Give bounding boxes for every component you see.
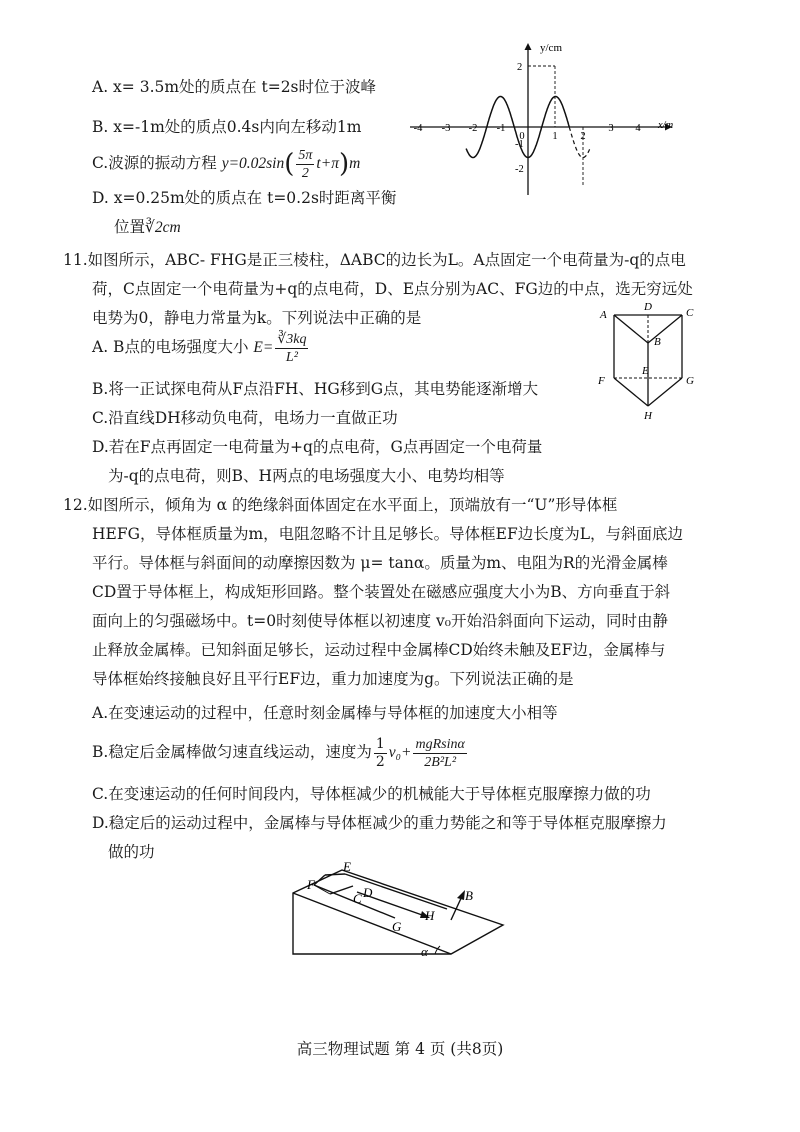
incline-label-h: H bbox=[425, 908, 435, 923]
prism-label-d: D bbox=[644, 301, 652, 313]
x-tick: -1 bbox=[496, 123, 506, 134]
q12-stem-line4: CD置于导体框上，构成矩形回路。整个装置处在磁感应强度大小为B、方向垂直于斜 bbox=[92, 583, 671, 601]
x-tick: 2 bbox=[580, 131, 586, 142]
incline-label-c: C bbox=[353, 891, 362, 906]
q12-option-b: B.稳定后金属棒做匀速直线运动，速度为 $\frac{1}{2}$ v₀+ $\frac{\text{mgRsinα}}{\text{2B²L²}}$ bbox=[92, 735, 465, 770]
q12-option-d-line2: 做的功 bbox=[108, 843, 155, 861]
prism-label-c: C bbox=[686, 307, 694, 319]
prism-label-h: H bbox=[644, 410, 652, 422]
x-axis-label: x/m bbox=[658, 120, 674, 131]
page-footer: 高三物理试题 第 4 页 (共8页) bbox=[296, 1040, 504, 1058]
y-tick: -2 bbox=[515, 164, 524, 175]
x-tick: -3 bbox=[441, 123, 451, 134]
q10-option-c-unit: m bbox=[349, 155, 361, 172]
x-tick: 1 bbox=[552, 131, 558, 142]
prism-label-a: A bbox=[600, 309, 607, 321]
incline-label-b: B bbox=[465, 888, 473, 903]
prism-label-e: E bbox=[642, 365, 649, 377]
x-tick: -2 bbox=[468, 123, 478, 134]
incline-figure bbox=[285, 858, 515, 963]
prism-label-b: B bbox=[654, 336, 661, 348]
q11-option-d-line1: D.若在F点再固定一电荷量为+q的点电荷，G点再固定一个电荷量 bbox=[92, 438, 543, 456]
incline-label-d: D bbox=[363, 885, 373, 900]
q12-stem-line2: HEFG，导体框质量为m，电阻忽略不计且足够长。导体框EF边长度为L，与斜面底边 bbox=[92, 525, 684, 543]
q12-option-c: C.在变速运动的任何时间段内，导体框减少的机械能大于导体框克服摩擦力做的功 bbox=[92, 785, 651, 803]
q12-stem-line1: 12.如图所示，倾角为 α 的绝缘斜面体固定在水平面上，顶端放有一“U”形导体框 bbox=[63, 496, 618, 514]
q11-stem-line1: 11.如图所示，ABC- FHG是正三棱柱，ΔABC的边长为L。A点固定一个电荷量为-q的点电 bbox=[63, 251, 686, 269]
q11-stem-line2: 荷，C点固定一个电荷量为+q的点电荷，D、E点分别为AC、FG边的中点，选无穷远处 bbox=[92, 280, 693, 298]
x-tick: 0 bbox=[519, 131, 525, 142]
y-axis-label: y/cm bbox=[540, 42, 562, 54]
x-tick: 4 bbox=[635, 123, 641, 134]
incline-label-alpha: α bbox=[421, 944, 428, 959]
q12-option-a: A.在变速运动的过程中，任意时刻金属棒与导体框的加速度大小相等 bbox=[92, 704, 558, 722]
q10-option-d-value: ∛2cm bbox=[145, 219, 181, 236]
q10-option-a: A. x= 3.5m处的质点在 t=2s时位于波峰 bbox=[92, 78, 377, 96]
prism-label-f: F bbox=[598, 375, 605, 387]
incline-label-e: E bbox=[343, 859, 351, 874]
q10-option-d-line1: D. x=0.25m处的质点在 t=0.2s时距离平衡 bbox=[92, 189, 397, 207]
y-tick: 2 bbox=[517, 62, 523, 73]
q10-option-d-line2: 位置∛2cm bbox=[114, 218, 181, 236]
q12-option-b-half: $\frac{1}{2}$ bbox=[375, 735, 385, 770]
q11-option-d-line2: 为-q的点电荷，则B、H两点的电场强度大小、电势均相等 bbox=[108, 467, 505, 485]
prism-figure bbox=[590, 295, 710, 425]
q10-option-c-formula: y=0.02sin bbox=[221, 155, 285, 172]
q12-stem-line3: 平行。导体框与斜面间的动摩擦因数为 μ= tanα。质量为m、电阻为R的光滑金属棒 bbox=[92, 554, 668, 572]
q11-option-b: B.将一正试探电荷从F点沿FH、HG移到G点，其电势能逐渐增大 bbox=[92, 380, 539, 398]
q12-option-d-line1: D.稳定后的运动过程中，金属棒与导体框减少的重力势能之和等于导体框克服摩擦力 bbox=[92, 814, 667, 832]
q11-option-a: A. B点的电场强度大小 E= $\frac{∛3kq}{\text{L²}}$ bbox=[92, 331, 307, 365]
q10-option-c-text: C.波源的振动方程 bbox=[92, 154, 217, 172]
q10-option-c-fraction: $\frac{5\pi}{2}$ bbox=[298, 147, 313, 181]
q11-stem-line3: 电势为0，静电力常量为k。下列说法中正确的是 bbox=[92, 309, 422, 327]
q10-option-c: C.波源的振动方程 y=0.02sin( $\frac{5\pi}{2}$ t+π)m bbox=[92, 147, 361, 181]
q11-option-c: C.沿直线DH移动负电荷，电场力一直做正功 bbox=[92, 409, 398, 427]
q12-option-b-fraction: $\frac{\text{mgRsinα}}{\text{2B²L²}}$ bbox=[415, 736, 465, 770]
wave-graph bbox=[400, 35, 690, 205]
q12-stem-line7: 导体框始终接触良好且平行EF边，重力加速度为g。下列说法正确的是 bbox=[92, 670, 574, 688]
q10-option-b: B. x=-1m处的质点0.4s内向左移动1m bbox=[92, 118, 362, 136]
x-tick: -4 bbox=[413, 123, 423, 134]
q11-option-a-fraction: $\frac{∛3kq}{\text{L²}}$ bbox=[277, 331, 307, 365]
y-tick: -1 bbox=[515, 139, 524, 150]
q12-stem-line5: 面向上的匀强磁场中。t=0时刻使导体框以初速度 v₀开始沿斜面向下运动，同时由静 bbox=[92, 612, 668, 630]
prism-label-g: G bbox=[686, 375, 694, 387]
incline-label-f: F bbox=[307, 877, 315, 892]
x-tick: 3 bbox=[608, 123, 614, 134]
incline-label-g: G bbox=[392, 919, 402, 934]
q12-stem-line6: 止释放金属棒。已知斜面足够长，运动过程中金属棒CD始终未触及EF边，金属棒与 bbox=[92, 641, 666, 659]
